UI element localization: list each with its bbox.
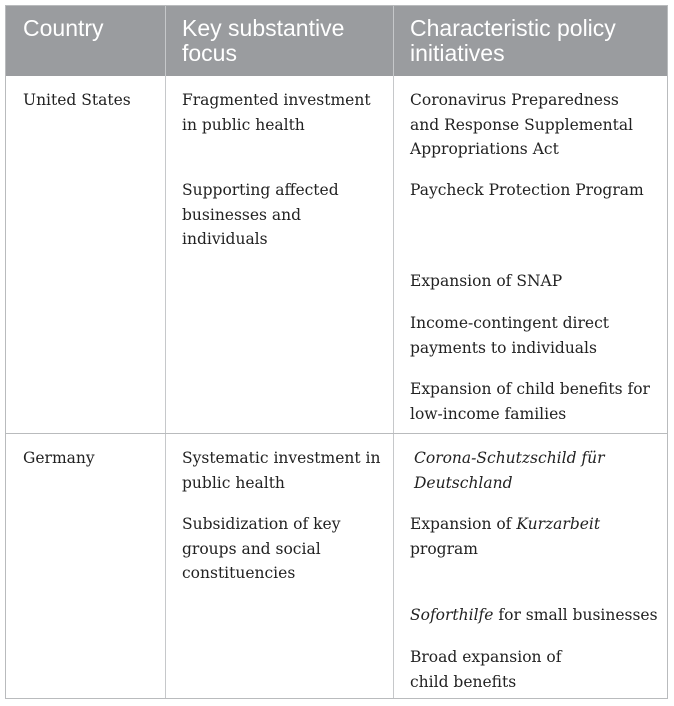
country-cell: Germany (23, 449, 95, 467)
initiative-term: Soforthilfe (410, 606, 494, 624)
focus-cell (182, 88, 372, 137)
header-initiatives: Characteristic policy initiatives (410, 15, 616, 66)
initiative-term: Kurzarbeit (516, 515, 601, 533)
initiative-item: Expansion of SNAP (410, 272, 563, 290)
focus-item: Fragmented investment in public health (182, 91, 371, 134)
table-header (6, 6, 667, 76)
initiative-text: Expansion of (410, 515, 512, 533)
initiative-item: Coronavirus Preparedness and Response Supplemental Appropriations Act (410, 91, 634, 158)
column-divider (165, 6, 166, 698)
focus-cell (182, 512, 362, 586)
initiative-item: Broad expansion of child benefits (410, 648, 562, 691)
initiative-item (410, 603, 660, 628)
focus-item: Supporting affected businesses and individuals (182, 181, 339, 248)
focus-cell (182, 178, 347, 252)
initiative-item: Paycheck Protection Program (410, 181, 644, 199)
row-divider (6, 433, 667, 434)
initiative-item (410, 512, 650, 561)
initiative-text: for small businesses (498, 606, 658, 624)
initiative-item: Income-contingent direct payments to individuals (410, 314, 609, 357)
focus-item: Subsidization of key groups and social constituencies (182, 515, 341, 582)
initiative-item: Corona-Schutzschild für Deutschland (414, 449, 605, 492)
policy-table (5, 5, 668, 699)
focus-item: Systematic investment in public health (182, 449, 381, 492)
header-country: Country (23, 15, 104, 41)
header-focus: Key substantive focus (182, 15, 345, 66)
initiative-item: Expansion of child benefits for low-income families (410, 380, 650, 423)
column-divider (393, 6, 394, 698)
initiative-text: program (410, 539, 478, 558)
country-cell: United States (23, 91, 131, 109)
focus-cell (182, 446, 387, 495)
